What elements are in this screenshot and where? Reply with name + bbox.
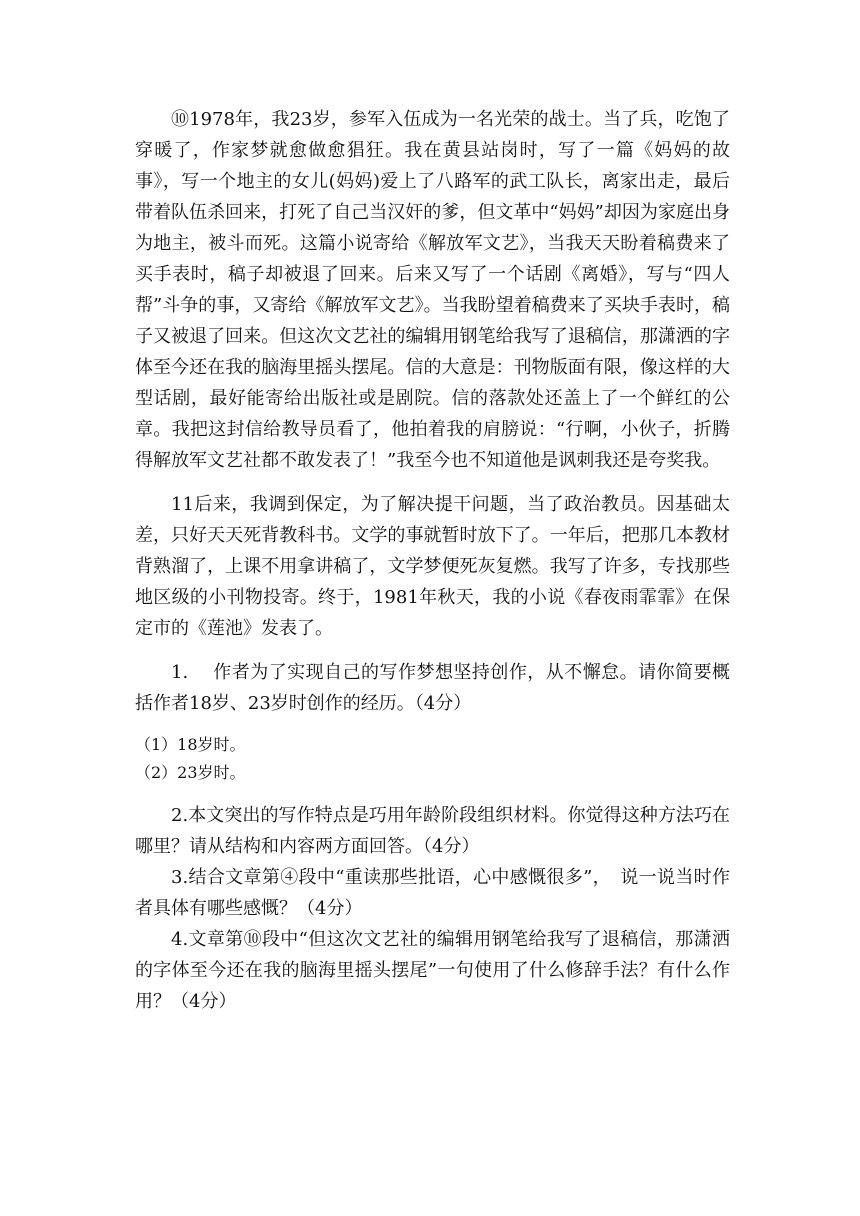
question-4: 4.文章第⑩段中“但这次文艺社的编辑用钢笔给我写了退稿信，那潇洒的字体至今还在我的脑海里摇头摆尾”一句使用了什么修辞手法？有什么作用？（4分）: [135, 929, 730, 1012]
question-1-answer-1: （1）18岁时。: [135, 735, 246, 754]
spacer: [135, 719, 730, 731]
paragraph-10: ⑩1978年，我23岁，参军入伍成为一名光荣的战士。当了兵，吃饱了穿暖了，作家梦就愈做愈猖狂。我在黄县站岗时，写了一篇《妈妈的故事》，写一个地主的女儿(妈妈)爱上了八路军的武工队长，离家出走，最后带着队伍杀回来，打死了自己当汉奸的爹，但文革中“妈妈”却因为家庭出身为地主，被斗而死。这篇小说寄给《解放军文艺》，当我天天盼着稿费来了买手表时，稿子却被退了回来。后来又写了一个话剧《离婚》，写与“四人帮”斗争的事，又寄给《解放军文艺》。当我盼望着稿费来了买块手表时，稿子又被退了回来。但这次文艺社的编辑用钢笔给我写了退稿信，那潇洒的字体至今还在我的脑海里摇头摆尾。信的大意是：刊物版面有限，像这样的大型话剧，最好能寄给出版社或是剧院。信的落款处还盖上了一个鲜红的公章。我把这封信给教导员看了，他拍着我的肩膀说：“行啊，小伙子，折腾得解放军文艺社都不敢发表了！”我至今也不知道他是讽刺我还是夸奖我。: [135, 109, 730, 471]
spacer: [135, 787, 730, 800]
question-1-answer-2: （2）23岁时。: [135, 763, 246, 782]
question-2: 2.本文突出的写作特点是巧用年龄阶段组织材料。你觉得这种方法巧在哪里？请从结构和内容两方面回答。（4分）: [135, 805, 730, 857]
document-page: [135, 104, 730, 1017]
paragraph-11: 11后来，我调到保定，为了解决提干问题，当了政治教员。因基础太差，只好天天死背教科书。文学的事就暂时放下了。一年后，把那几本教材背熟溜了，上课不用拿讲稿了，文学梦便死灰复燃。我写了许多，专找那些地区级的小刊物投寄。终于，1981年秋天，我的小说《春夜雨霏霏》在保定市的《莲池》发表了。: [135, 494, 730, 639]
question-3: 3.结合文章第④段中“重读那些批语，心中感慨很多”， 说一说当时作者具体有哪些感慨？（4分）: [135, 867, 730, 919]
question-1: 1. 作者为了实现自己的写作梦想坚持创作，从不懈怠。请你简要概括作者18岁、23岁时创作的经历。（4分）: [135, 662, 730, 714]
spacer: [135, 476, 730, 489]
spacer: [135, 644, 730, 657]
